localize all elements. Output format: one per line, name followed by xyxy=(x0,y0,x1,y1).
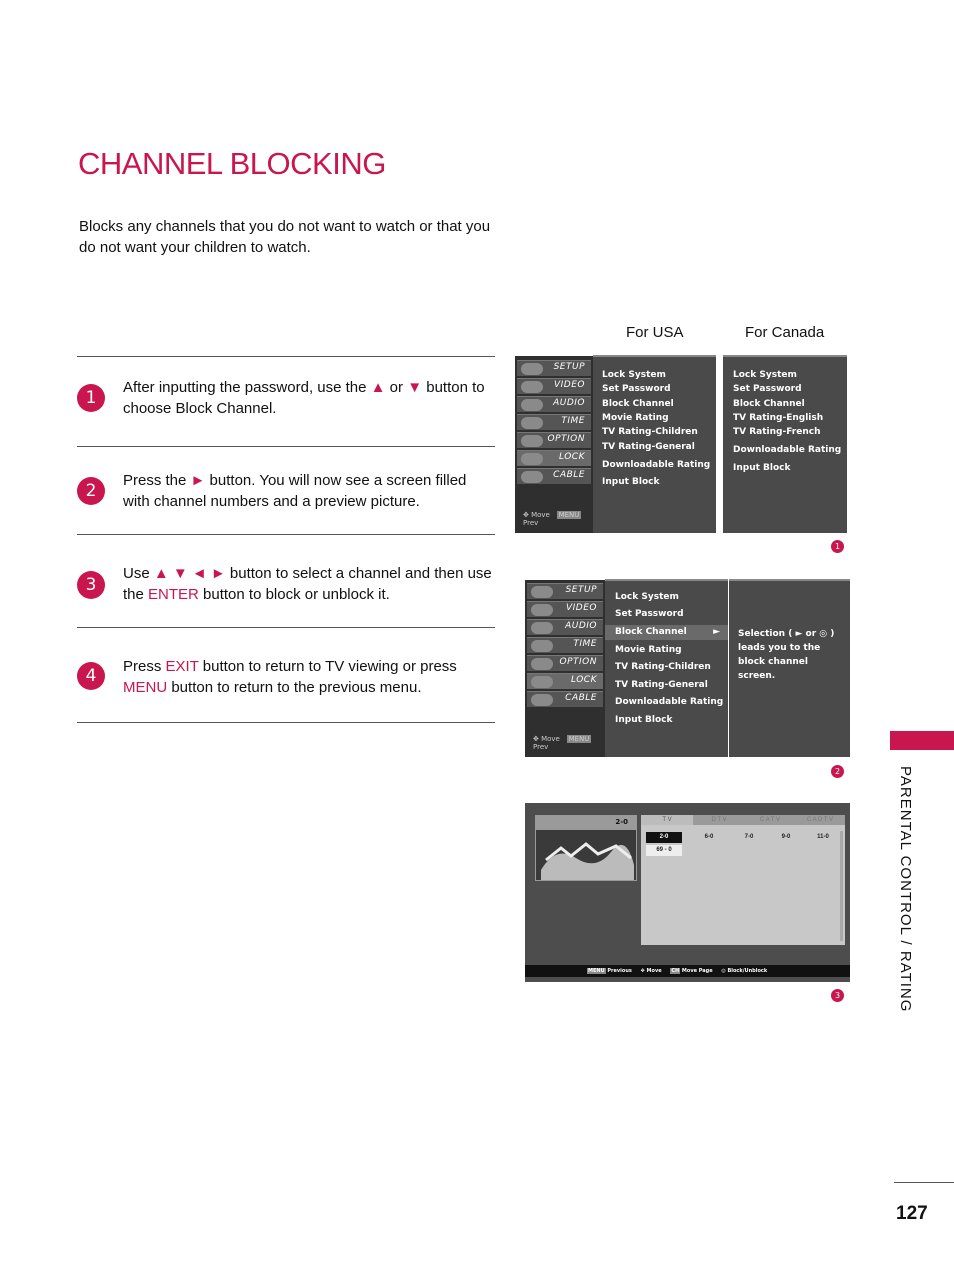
menu-item: Downloadable Rating xyxy=(602,460,711,470)
side-item-lock: LOCK xyxy=(527,673,603,689)
help-text: Selection ( ► or ◎ ) leads you to the block channel screen. xyxy=(738,629,835,681)
cable-icon xyxy=(531,694,553,706)
canada-lock-menu xyxy=(723,355,847,533)
menu-item: Set Password xyxy=(615,609,684,619)
menu-item: Block Channel xyxy=(602,399,674,409)
page-title: CHANNEL BLOCKING xyxy=(78,146,386,181)
label-for-canada: For Canada xyxy=(745,324,825,341)
footer-bar: MENU Previous ✥ Move CH Move Page ◎ Block/Unblock xyxy=(525,965,850,977)
menu-item: TV Rating-General xyxy=(615,680,708,690)
channel-cell[interactable]: 11-0 xyxy=(817,834,829,840)
video-icon xyxy=(521,381,543,393)
divider xyxy=(77,627,495,628)
side-item-video: VIDEO xyxy=(527,601,603,617)
channel-grid xyxy=(641,815,845,945)
menu-item: Downloadable Rating xyxy=(733,445,842,455)
lock-icon xyxy=(531,676,553,688)
channel-cell[interactable]: 6-0 xyxy=(704,834,714,840)
tab-cadtv[interactable]: C A D T V xyxy=(806,817,834,823)
menu-item: TV Rating-English xyxy=(733,413,824,423)
side-item-time: TIME xyxy=(527,637,603,653)
figure-marker-1: 1 xyxy=(831,540,844,553)
audio-icon xyxy=(531,622,553,634)
menu-item: TV Rating-Children xyxy=(602,427,698,437)
scrollbar[interactable] xyxy=(840,831,843,941)
menu-item: Input Block xyxy=(602,477,660,487)
osd-side-menu xyxy=(525,580,605,757)
preview-channel: 2-0 xyxy=(536,816,636,830)
block-channel-menu xyxy=(605,579,728,757)
page-rule xyxy=(894,1182,954,1183)
side-item-option: OPTION xyxy=(527,655,603,671)
side-item-option: OPTION xyxy=(517,432,591,448)
step-number-3: 3 xyxy=(77,571,105,599)
side-item-audio: AUDIO xyxy=(527,619,603,635)
menu-item: Lock System xyxy=(602,370,666,380)
side-item-cable: CABLE xyxy=(517,468,591,484)
video-icon xyxy=(531,604,553,616)
menu-item: Movie Rating xyxy=(615,645,682,655)
option-icon xyxy=(521,435,543,447)
osd-side-menu xyxy=(515,356,593,533)
side-item-lock: LOCK xyxy=(517,450,591,466)
setup-icon xyxy=(521,363,543,375)
divider xyxy=(77,356,495,357)
right-arrow-icon: ► xyxy=(713,627,720,637)
channel-cell-selected[interactable]: 2-0 xyxy=(646,832,682,843)
menu-item: Movie Rating xyxy=(602,413,669,423)
side-item-audio: AUDIO xyxy=(517,396,591,412)
section-label: PARENTAL CONTROL / RATING xyxy=(897,766,914,1013)
side-menu-footer: ✥ Move MENU Prev xyxy=(533,735,590,751)
menu-item-selected: Block Channel ► xyxy=(605,625,728,640)
step-1-text: After inputting the password, use the ▲ or ▼ button to choose Block Channel. xyxy=(123,379,485,417)
menu-item: TV Rating-French xyxy=(733,427,821,437)
divider xyxy=(77,446,495,447)
move-icon: ✥ xyxy=(640,968,645,974)
step-number-2: 2 xyxy=(77,477,105,505)
side-item-setup: SETUP xyxy=(517,360,591,376)
cable-icon xyxy=(521,471,543,483)
tab-bar xyxy=(641,815,845,825)
side-item-setup: SETUP xyxy=(527,583,603,599)
divider xyxy=(77,534,495,535)
menu-item: TV Rating-General xyxy=(602,442,695,452)
lock-icon xyxy=(521,453,543,465)
menu-item: Set Password xyxy=(602,384,671,394)
channel-cell[interactable]: 69 - 0 xyxy=(646,845,682,856)
menu-item: Input Block xyxy=(615,715,673,725)
menu-item: Lock System xyxy=(615,592,679,602)
menu-item: TV Rating-Children xyxy=(615,662,711,672)
side-menu-footer: ✥ Move MENU Prev xyxy=(523,511,580,527)
tab-catv[interactable]: C A T V xyxy=(759,817,781,823)
enter-icon: ◎ xyxy=(721,968,726,974)
step-3-text: Use ▲ ▼ ◄ ► button to select a channel and then use the ENTER button to block or unblock it. xyxy=(123,565,492,603)
help-panel xyxy=(729,579,850,757)
intro-text: Blocks any channels that you do not want to watch or that you do not want your children to watch. xyxy=(79,218,491,256)
side-item-video: VIDEO xyxy=(517,378,591,394)
step-number-4: 4 xyxy=(77,662,105,690)
preview-window xyxy=(535,815,637,881)
step-2-text: Press the ► button. You will now see a screen filled with channel numbers and a preview picture. xyxy=(123,472,467,510)
section-tab xyxy=(890,731,954,750)
divider xyxy=(77,722,495,723)
tab-tv[interactable]: T V xyxy=(641,815,693,825)
menu-item: Lock System xyxy=(733,370,797,380)
channel-block-screen xyxy=(525,803,850,982)
menu-item: Downloadable Rating xyxy=(615,697,724,707)
menu-item: Block Channel xyxy=(733,399,805,409)
side-item-cable: CABLE xyxy=(527,691,603,707)
time-icon xyxy=(521,417,543,429)
menu-item: Input Block xyxy=(733,463,791,473)
setup-icon xyxy=(531,586,553,598)
audio-icon xyxy=(521,399,543,411)
option-icon xyxy=(531,658,553,670)
time-icon xyxy=(531,640,553,652)
channel-cell[interactable]: 7-0 xyxy=(744,834,754,840)
label-for-usa: For USA xyxy=(626,324,684,341)
tab-dtv[interactable]: D T V xyxy=(711,817,727,823)
figure-marker-3: 3 xyxy=(831,989,844,1002)
menu-item: Set Password xyxy=(733,384,802,394)
figure-marker-2: 2 xyxy=(831,765,844,778)
channel-cell[interactable]: 9-0 xyxy=(781,834,791,840)
step-4-text: Press EXIT button to return to TV viewing or press MENU button to return to the previous menu. xyxy=(123,658,457,696)
usa-lock-menu xyxy=(593,355,716,533)
page-number: 127 xyxy=(896,1203,928,1224)
step-number-1: 1 xyxy=(77,384,105,412)
preview-picture xyxy=(536,830,636,880)
side-item-time: TIME xyxy=(517,414,591,430)
